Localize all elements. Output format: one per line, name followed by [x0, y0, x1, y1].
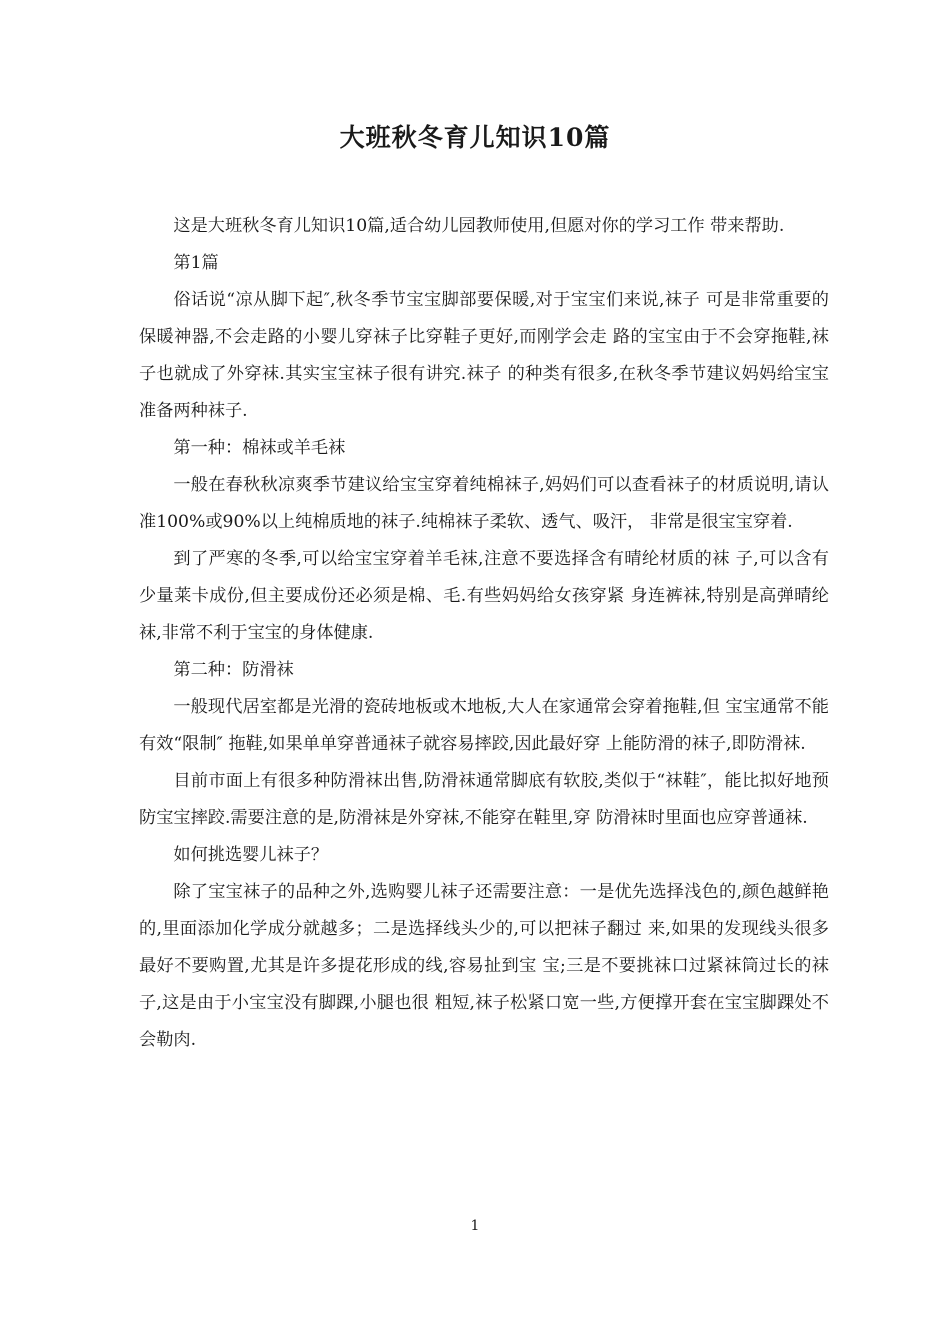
subheading-anti-slip-socks: 第二种：防滑袜 — [173, 660, 294, 680]
subheading-cotton-wool-socks: 第一种：棉袜或羊毛袜 — [173, 438, 346, 458]
paragraph: 目前市面上有很多种防滑袜出售,防滑袜通常脚底有软胶,类似于“袜鞋″，能比拟好地预防宝宝摔跤.需要注意的是,防滑袜是外穿袜,不能穿在鞋里,穿 防滑袜时里面也应穿普通袜. — [139, 771, 829, 828]
paragraph: 一般在春秋秋凉爽季节建议给宝宝穿着纯棉袜子,妈妈们可以查看袜子的材质说明,请认准100%或90%以上纯棉质地的袜子.纯棉袜子柔软、透气、吸汗， 非常是很宝宝穿着. — [139, 475, 829, 532]
paragraph: 俗话说“凉从脚下起″,秋冬季节宝宝脚部要保暖,对于宝宝们来说,袜子 可是非常重要的保暖神器,不会走路的小婴儿穿袜子比穿鞋子更好,而刚学会走 路的宝宝由于不会穿拖鞋,袜子也就成了外穿袜.其实宝宝袜子很有讲究.袜子 的种类有很多,在秋冬季节建议妈妈给宝宝准备两种袜子. — [139, 290, 829, 421]
paragraph: 除了宝宝袜子的品种之外,选购婴儿袜子还需要注意：一是优先选择浅色的,颜色越鲜艳的,里面添加化学成分就越多；二是选择线头少的,可以把袜子翻过 来,如果的发现线头很多最好不要购置,尤其是许多提花形成的线,容易扯到宝 宝;三是不要挑袜口过紧袜筒过长的袜子,这是由于小宝宝没有脚踝,小腿也很 粗短,袜子松紧口宽一些,方便撑开套在宝宝脚踝处不会勒肉. — [139, 882, 829, 1050]
paragraph: 到了严寒的冬季,可以给宝宝穿着羊毛袜,注意不要选择含有晴纶材质的袜 子,可以含有少量莱卡成份,但主要成份还必须是棉、毛.有些妈妈给女孩穿紧 身连裤袜,特别是高弹晴纶袜,非常不利于宝宝的身体健康. — [139, 549, 829, 643]
subheading-how-to-choose: 如何挑选婴儿袜子？ — [173, 845, 329, 865]
section-heading-part-1: 第1篇 — [173, 253, 219, 273]
document-title: 大班秋冬育儿知识10篇 — [339, 123, 611, 152]
page-number: 1 — [470, 1218, 480, 1234]
paragraph: 一般现代居室都是光滑的瓷砖地板或木地板,大人在家通常会穿着拖鞋,但 宝宝通常不能有效“限制″ 拖鞋,如果单单穿普通袜子就容易摔跤,因此最好穿 上能防滑的袜子,即防滑袜. — [139, 697, 829, 754]
document-body — [139, 208, 829, 1059]
paragraph-intro: 这是大班秋冬育儿知识10篇,适合幼儿园教师使用,但愿对你的学习工作 带来帮助. — [173, 216, 785, 236]
